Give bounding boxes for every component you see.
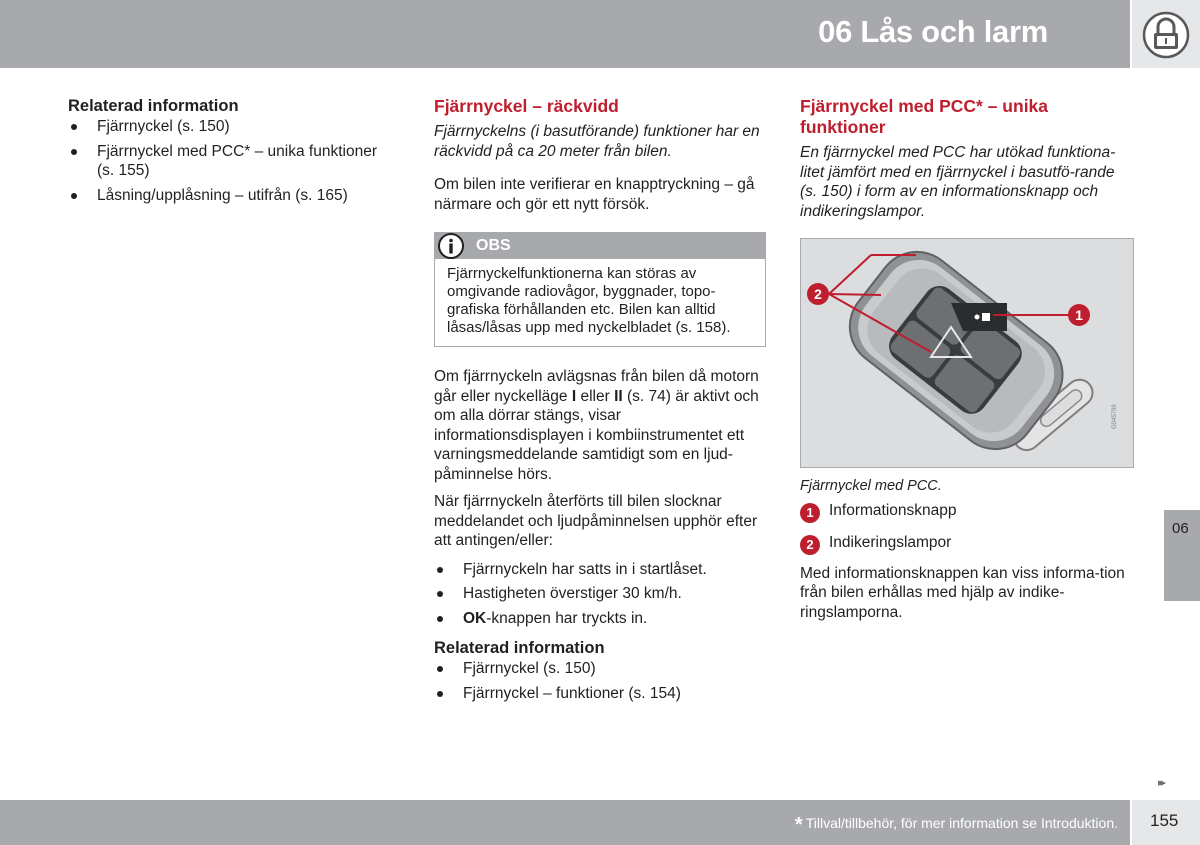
chapter-side-tab[interactable] xyxy=(1164,509,1200,601)
related-info-heading: Relaterad information xyxy=(434,639,605,657)
column-3 xyxy=(800,96,1134,622)
related-info-item[interactable]: Fjärrnyckel – funktioner (s. 154) xyxy=(434,684,766,704)
header-bar xyxy=(0,0,1130,68)
padlock-icon xyxy=(1141,10,1191,60)
related-info-item[interactable]: Fjärrnyckel (s. 150) xyxy=(68,117,398,137)
paragraph: Om bilen inte verifierar en knapptryckning – gå närmare och gör ett nytt försök. xyxy=(434,176,755,213)
figure-caption: Fjärrnyckel med PCC. xyxy=(800,478,942,494)
related-info-heading: Relaterad information xyxy=(68,97,239,115)
chapter-side-tab-label: 06 xyxy=(1172,520,1189,537)
related-info-list xyxy=(68,117,398,205)
obs-note-header xyxy=(435,233,765,259)
condition-list xyxy=(434,560,766,629)
condition-item xyxy=(434,609,766,629)
footnote-star: * xyxy=(794,814,803,836)
page-number: 155 xyxy=(1150,811,1179,830)
key-position-i: I xyxy=(571,387,577,405)
paragraph xyxy=(434,367,766,484)
footnote xyxy=(795,814,1118,837)
condition-item: Hastigheten överstiger 30 km/h. xyxy=(434,584,766,604)
legend-label: Informationsknapp xyxy=(829,501,957,519)
callout-1-label: 1 xyxy=(1075,307,1083,323)
column-1 xyxy=(68,96,398,210)
text-run: (s. 74) är aktivt och om alla dörrar stängs, visar informationsdisplayen i kombiinstrumentet ett varningsmeddelande samtidigt som en ljud-påminnelse hörs. xyxy=(434,387,759,483)
paragraph: När fjärrnyckeln återförts till bilen slocknar meddelandet och ljudpåminnelsen upphör efter att antingen/eller: xyxy=(434,493,758,549)
legend-number: 2 xyxy=(800,535,820,555)
text-run: Om fjärrnyckeln avlägsnas från bilen då motorn går eller nyckelläge xyxy=(434,368,759,405)
callout-2-label: 2 xyxy=(814,286,822,302)
condition-item: Fjärrnyckeln har satts in i startlåset. xyxy=(434,560,766,580)
related-info-item[interactable]: Låsning/upplåsning – utifrån (s. 165) xyxy=(68,186,398,206)
obs-note-title: OBS xyxy=(476,237,511,254)
lead-paragraph: Fjärrnyckelns (i basutförande) funktioner har en räckvidd på ca 20 meter från bilen. xyxy=(434,123,760,160)
related-info-item[interactable]: Fjärrnyckel (s. 150) xyxy=(434,659,766,679)
info-icon xyxy=(437,232,465,260)
text-run: eller xyxy=(576,387,615,405)
footnote-text: Tillval/tillbehör, för mer information se Introduktion. xyxy=(805,815,1118,831)
chapter-icon-box xyxy=(1132,0,1200,68)
section-title-range: Fjärrnyckel – räckvidd xyxy=(434,96,619,116)
pcc-key-illustration xyxy=(801,239,1133,467)
text-run: -knappen har tryckts in. xyxy=(486,609,648,627)
obs-note-text: Fjärrnyckelfunktionerna kan störas av omgivande radiovågor, byggnader, topo-grafiska förhållanden etc. Bilen kan alltid låsas/låsas upp med nyckelbladet (s. 158). xyxy=(447,265,731,336)
key-position-ii: II xyxy=(614,387,623,405)
legend-number: 1 xyxy=(800,503,820,523)
footer-bar xyxy=(0,800,1130,845)
legend-item xyxy=(800,533,1134,553)
legend-label: Indikeringslampor xyxy=(829,533,952,551)
next-page-marker: ▸▸ xyxy=(1158,777,1164,789)
column-2 xyxy=(434,96,766,708)
chapter-title: 06 Lås och larm xyxy=(818,14,1048,49)
paragraph: Med informationsknappen kan viss informa-tion från bilen erhållas med hjälp av indike-ringslamporna. xyxy=(800,564,1125,621)
legend-item xyxy=(800,501,1134,521)
lead-paragraph: En fjärrnyckel med PCC har utökad funktiona-litet jämfört med en fjärrnyckel i basutfö-rande (s. 150) i form av en informationsknapp och indikeringslampor. xyxy=(800,144,1116,220)
figure-code: G045799 xyxy=(1112,404,1118,429)
related-info-list xyxy=(434,659,766,703)
related-info-item[interactable]: Fjärrnyckel med PCC* – unika funktioner (s. 155) xyxy=(68,142,398,181)
ok-label: OK xyxy=(463,609,487,627)
section-title-pcc: Fjärrnyckel med PCC* – unika funktioner xyxy=(800,96,1049,137)
pcc-key-figure xyxy=(800,238,1134,468)
obs-note-box xyxy=(434,232,766,347)
page-number-box xyxy=(1132,800,1200,845)
